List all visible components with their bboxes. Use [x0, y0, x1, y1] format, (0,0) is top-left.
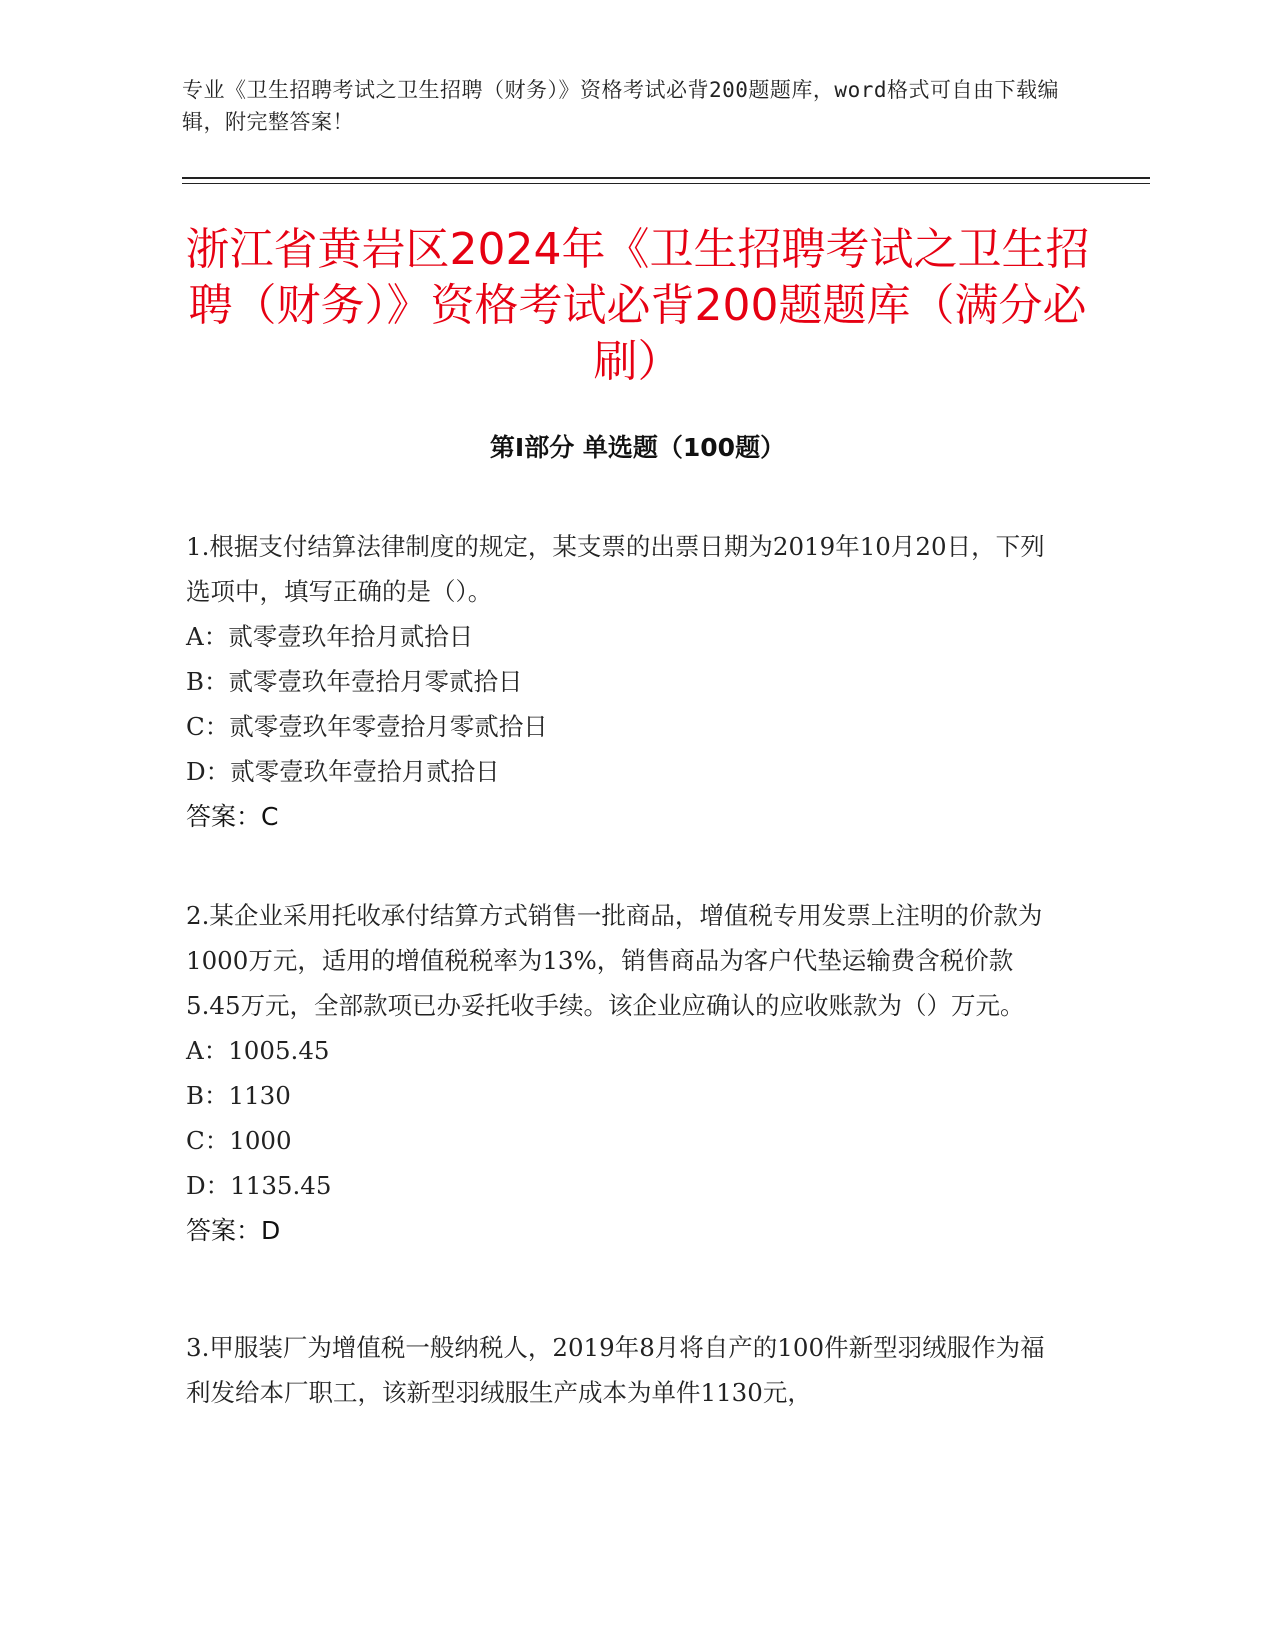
question-option-b: B：贰零壹玖年壹拾月零贰拾日	[186, 667, 523, 696]
document-title: 浙江省黄岩区2024年《卫生招聘考试之卫生招聘（财务）》资格考试必背200题题库（满分必刷）	[185, 224, 1090, 387]
question-option-c: C：1000	[186, 1126, 292, 1155]
header-divider-thick	[182, 177, 1150, 179]
question-item	[186, 1325, 1066, 1415]
question-option-d: D：1135.45	[186, 1171, 332, 1200]
question-item	[186, 893, 1066, 1253]
question-stem: 3.甲服装厂为增值税一般纳税人，2019年8月将自产的100件新型羽绒服作为福利发给本厂职工，该新型羽绒服生产成本为单件1130元，	[186, 1333, 1045, 1407]
question-option-b: B：1130	[186, 1081, 291, 1110]
header-divider-thin	[182, 183, 1150, 184]
section-heading: 第Ⅰ部分 单选题（100题）	[489, 433, 786, 462]
question-stem: 2.某企业采用托收承付结算方式销售一批商品，增值税专用发票上注明的价款为1000万元，适用的增值税税率为13%，销售商品为客户代垫运输费含税价款5.45万元，全部款项已办妥托收手续。该企业应确认的应收账款为（）万元。	[186, 901, 1043, 1020]
question-answer: 答案：D	[186, 1216, 281, 1245]
question-stem: 1.根据支付结算法律制度的规定，某支票的出票日期为2019年10月20日，下列选项中，填写正确的是（）。	[186, 532, 1045, 606]
question-option-a: A：贰零壹玖年拾月贰拾日	[186, 622, 474, 651]
question-item	[186, 524, 1066, 839]
header-note: 专业《卫生招聘考试之卫生招聘（财务）》资格考试必背200题题库，word格式可自由下载编辑，附完整答案！	[182, 78, 1059, 134]
question-option-d: D：贰零壹玖年壹拾月贰拾日	[186, 757, 500, 786]
question-option-c: C：贰零壹玖年零壹拾月零贰拾日	[186, 712, 548, 741]
question-option-a: A：1005.45	[186, 1036, 330, 1065]
question-answer: 答案：C	[186, 802, 279, 831]
